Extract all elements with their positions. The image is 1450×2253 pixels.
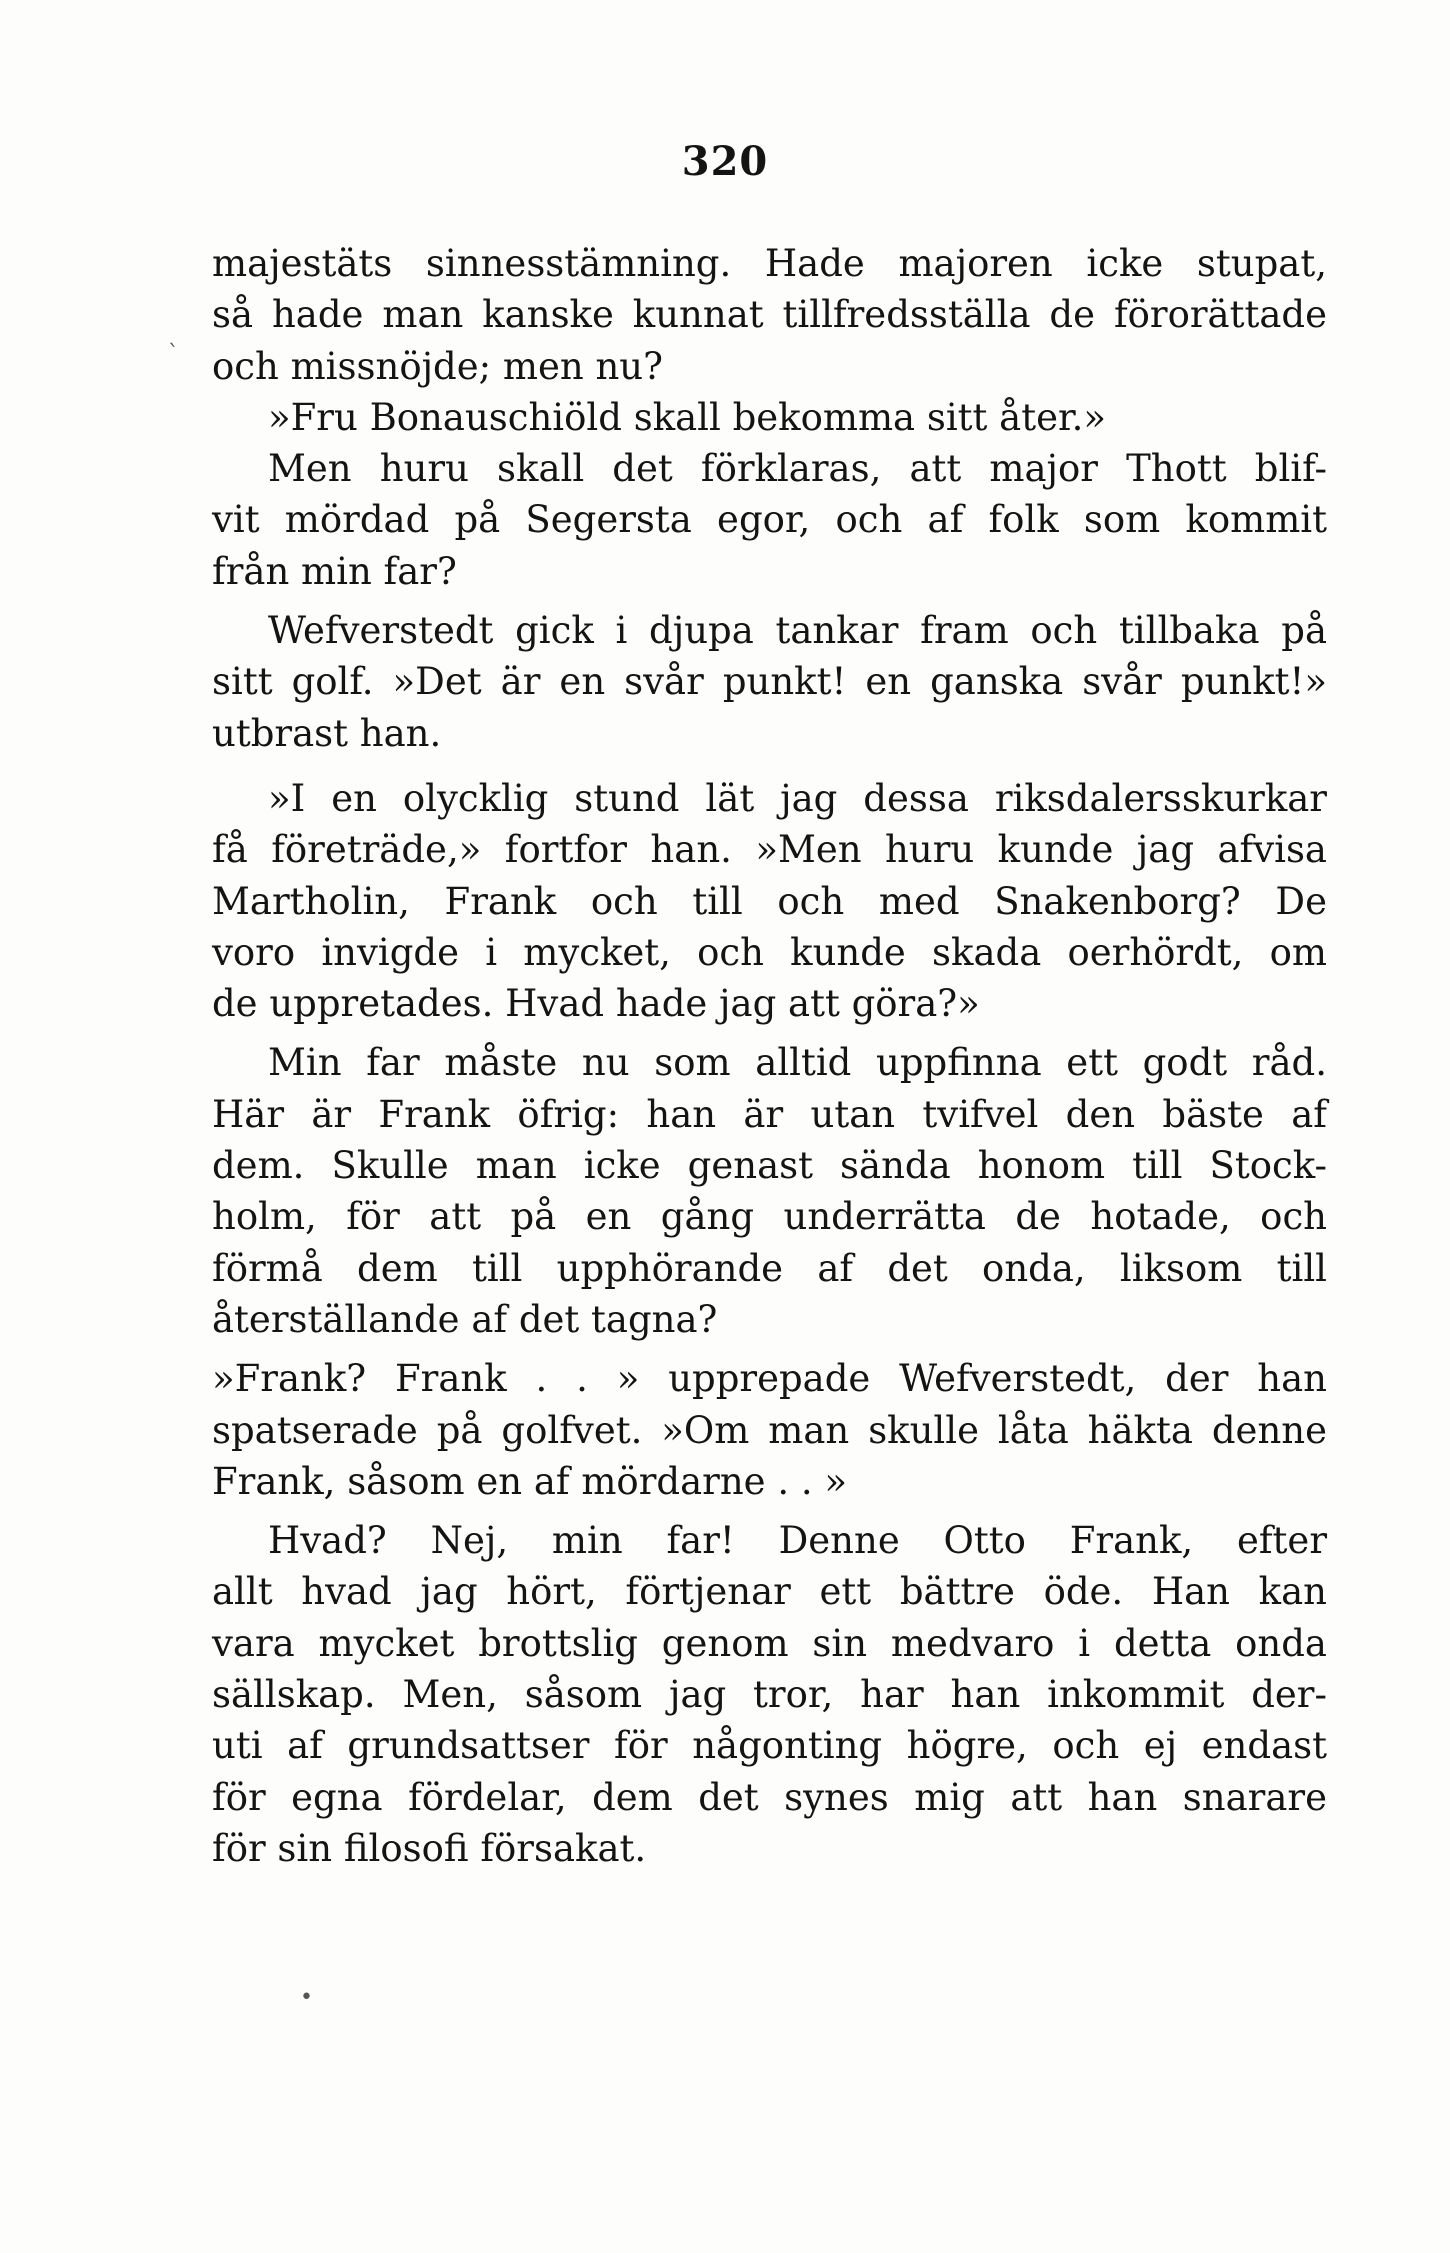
text-line: för sin filosofi försakat. (212, 1826, 647, 1870)
paragraph (212, 443, 1327, 597)
text-line: Min far måste nu som alltid uppfinna ett godt råd. (268, 1041, 1327, 1085)
scan-speck: • (300, 1985, 313, 2010)
text-line: Frank, såsom en af mördarne . . » (212, 1459, 847, 1503)
text-line: få företräde,» fortfor han. »Men huru kunde jag afvisa (212, 828, 1327, 872)
text-line: de uppretades. Hvad hade jag att göra?» (212, 982, 980, 1026)
text-line: sitt golf. »Det är en svår punkt! en ganska svår punkt!» (212, 660, 1327, 704)
paragraph (212, 1037, 1327, 1345)
text-line: Martholin, Frank och till och med Snakenborg? De (212, 879, 1327, 923)
paragraph (212, 238, 1327, 392)
text-line: Men huru skall det förklaras, att major Thott blif- (268, 447, 1327, 491)
text-line: majestäts sinnesstämning. Hade majoren icke stupat, (212, 242, 1327, 285)
text-line: sällskap. Men, såsom jag tror, har han inkommit der- (212, 1673, 1327, 1717)
text-line: Hvad? Nej, min far! Denne Otto Frank, efter (268, 1519, 1327, 1563)
text-line: »Fru Bonauschiöld skall bekomma sitt åter.» (268, 395, 1107, 439)
text-line: för egna fördelar, dem det synes mig att han snarare (212, 1775, 1327, 1819)
text-line: återställande af det tagna? (212, 1297, 718, 1341)
paragraph (212, 1353, 1327, 1507)
text-line: vara mycket brottslig genom sin medvaro i detta onda (212, 1621, 1327, 1665)
body-text (212, 238, 1327, 1874)
text-line: förmå dem till upphörande af det onda, liksom till (212, 1246, 1327, 1290)
text-line: »I en olycklig stund lät jag dessa riksdalersskurkar (268, 776, 1327, 820)
text-line: spatserade på golfvet. »Om man skulle låta häkta denne (212, 1408, 1327, 1452)
text-line: holm, för att på en gång underrätta de hotade, och (212, 1195, 1327, 1239)
paragraph (212, 1515, 1327, 1874)
text-line: vit mördad på Segersta egor, och af folk som kommit (212, 498, 1327, 542)
text-line: »Frank? Frank . . » upprepade Wefverstedt, der han (212, 1357, 1327, 1401)
paragraph (212, 605, 1327, 759)
text-line: så hade man kanske kunnat tillfredsställa de förorättade (212, 293, 1327, 337)
text-line: voro invigde i mycket, och kunde skada oerhördt, om (212, 930, 1327, 974)
text-line: Här är Frank öfrig: han är utan tvifvel den bäste af (212, 1092, 1327, 1136)
text-line: Wefverstedt gick i djupa tankar fram och tillbaka på (268, 609, 1327, 653)
text-line: och missnöjde; men nu? (212, 344, 663, 388)
page-number: 320 (681, 138, 769, 185)
text-line: utbrast han. (212, 711, 442, 755)
scan-speck: ˋ (168, 342, 179, 367)
text-line: från min far? (212, 549, 457, 593)
text-line: uti af grundsattser för någonting högre, och ej endast (212, 1724, 1327, 1768)
paragraph (212, 773, 1327, 1029)
text-line: allt hvad jag hört, förtjenar ett bättre öde. Han kan (212, 1570, 1327, 1614)
paragraph (212, 392, 1327, 443)
text-line: dem. Skulle man icke genast sända honom till Stock- (212, 1144, 1327, 1188)
